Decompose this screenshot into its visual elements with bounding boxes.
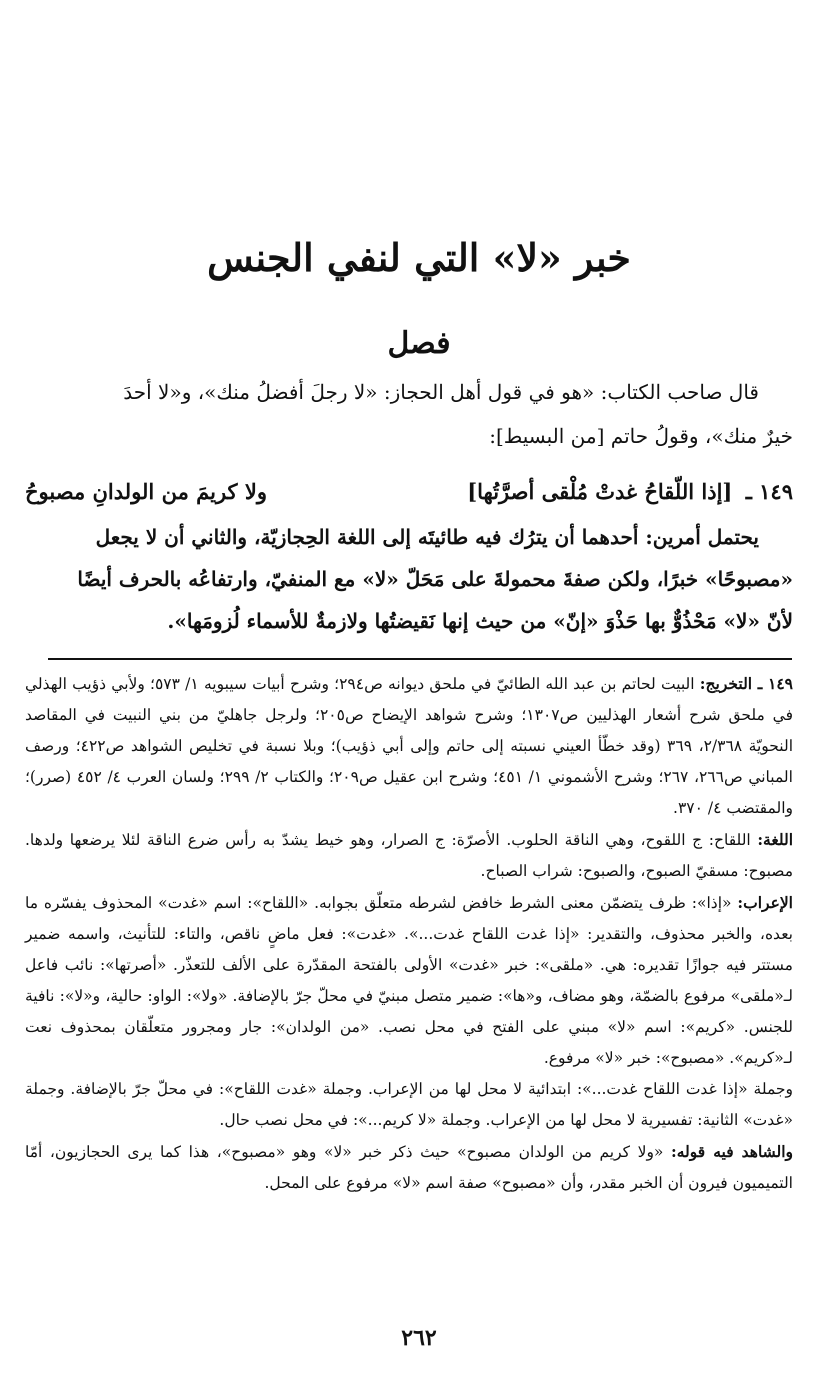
verse-first-half: [إذا اللّقاحُ غدتْ مُلْقى أصرَّتُها] [467, 479, 733, 504]
footnote-shahid [25, 1136, 793, 1199]
verse-number: ١٤٩ ـ [745, 479, 793, 504]
footnote-text: «إذا»: ظرف يتضمّن معنى الشرط خافض لشرطه متعلّق بجوابه. «اللقاح»: اسم «غدت» المحذوف يفسّره ما بعده، والخبر محذوف، والتقدير: «إذا غدت اللقاح غدت...». «غدت»: فعل ماضٍ ناقص، والتاء: للتأنيث، واسمه ضمير مستتر فيه جوازًا تقديره: هي. «ملقى»: خبر «غدت» الأولى بالفتحة المقدّرة على الألف للتعذّر. «أصرتها»: نائب فاعل لـ«ملقى» مرفوع بالضمّة، وهو مضاف، و«ها»: ضمير متصل مبنيّ في محلّ جرّ بالإضافة. «ولا»: الواو: حالية، و«لا»: نافية للجنس. «كريم»: اسم «لا» مبني على الفتح في محل نصب. «من الولدان»: جار ومجرور متعلّقان بمحذوف نعت لـ«كريم». «مصبوح»: خبر «لا» مرفوع. [25, 894, 793, 1067]
footnote-text: اللقاح: ج اللقوح، وهي الناقة الحلوب. الأصرّة: ج الصرار، وهو خيط يشدّ به رأس ضرع الناقة لئلا يرضعها ولدها. مصبوح: مسقيّ الصبوح، والصبوح: شراب الصباح. [25, 831, 793, 880]
commentary-paragraph [25, 516, 793, 642]
footnote-divider [48, 658, 792, 660]
verse-second-half: ولا كريمَ من الولدانِ مصبوحُ [25, 479, 267, 504]
page-number: ٢٦٢ [401, 1325, 437, 1351]
footnote-takhrij [25, 668, 793, 824]
footnote-text: البيت لحاتم بن عبد الله الطائيّ في ملحق ديوانه ص٢٩٤؛ وشرح أبيات سيبويه ١/ ٥٧٣؛ ولأبي ذؤيب الهذلي في ملحق شرح أشعار الهذليين ص١٣٠٧؛ وشرح شواهد الإيضاح ص٢٠٥؛ ولرجل جاهليّ من بني النبيت في المقاصد النحويّة ٢/٣٦٨، ٣٦٩ (وقد خطّأ العيني نسبته إلى حاتم وإلى أبي ذؤيب)؛ وبلا نسبة في تخليص الشواهد ص٤٢٢؛ ورصف المباني ص٢٦٦، ٢٦٧؛ وشرح الأشموني ١/ ٤٥١؛ وشرح ابن عقيل ص٢٠٩؛ والكتاب ٢/ ٢٩٩؛ ولسان العرب ٤/ ٤٥٢ (صرر)؛ والمقتضب ٤/ ٣٧٠. [25, 675, 794, 817]
commentary-line: لأنّ «لا» مَحْذُوٌّ بها حَذْوَ «إنّ» من حيث إنها نَقيضتُها ولازمةٌ للأسماء لُزومَها». [167, 609, 793, 633]
verse-line [25, 470, 793, 514]
footnote-label: ١٤٩ ـ التخريج: [699, 674, 793, 693]
intro-line: خيرٌ منك»، وقولُ حاتم [من البسيط]: [489, 424, 793, 448]
section-title: فصل [387, 326, 451, 361]
footnotes [25, 668, 793, 1199]
footnote-jumal: وجملة «إذا غدت اللقاح غدت...»: ابتدائية لا محل لها من الإعراب. وجملة «غدت اللقاح»: في محلّ جرّ بالإضافة. وجملة «غدت» الثانية: تفسيرية لا محل لها من الإعراب. وجملة «لا كريم...»: في محل نصب حال. [25, 1080, 793, 1129]
commentary-line: «مصبوحًا» خبرًا، ولكن صفةَ محمولةَ على مَحَلّ «لا» مع المنفيّ، وارتفاعُه بالحرف أيضًا [77, 567, 793, 591]
footnote-label: والشاهد فيه قوله: [671, 1142, 794, 1161]
footnote-label: الإعراب: [737, 893, 793, 912]
footnote-label: اللغة: [757, 830, 793, 849]
footnote-irab [25, 887, 793, 1074]
footnote-lugha [25, 824, 793, 887]
intro-paragraph [25, 370, 793, 458]
intro-line: قال صاحب الكتاب: «هو في قول أهل الحجاز: «لا رجلَ أفضلُ منك»، و«لا أحدَ [123, 380, 759, 404]
footnote-text: «ولا كريم من الولدان مصبوح» حيث ذكر خبر «لا» وهو «مصبوح»، هذا كما يرى الحجازيون، أمّا التميميون فيرون أن الخبر مقدر، وأن «مصبوح» صفة اسم «لا» مرفوع على المحل. [25, 1143, 793, 1192]
commentary-line: يحتمل أمرين: أحدهما أن يترُك فيه طائيتَه إلى اللغة الحِجازيّة، والثاني أن لا يجعل [95, 525, 759, 549]
chapter-title: خبر «لا» التي لنفي الجنس [207, 235, 631, 280]
